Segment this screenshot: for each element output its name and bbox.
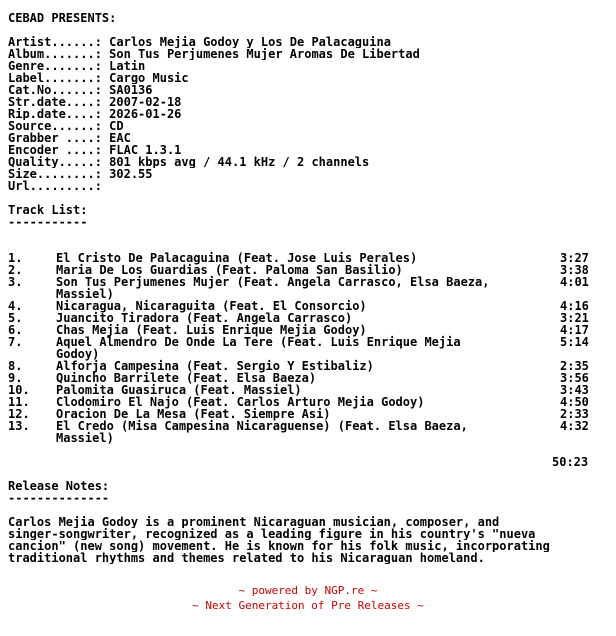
track-number: 9. bbox=[8, 371, 23, 385]
track-title: Son Tus Perjumenes Mujer (Feat. Angela Carrasco, Elsa Baeza, bbox=[56, 275, 490, 289]
track-title: Nicaragua, Nicaraguita (Feat. El Consorcio) bbox=[56, 299, 367, 313]
info-value: Cargo Music bbox=[109, 72, 189, 84]
info-value: 2026-01-26 bbox=[109, 108, 182, 120]
info-row-artist bbox=[8, 36, 612, 48]
total-runtime-row bbox=[8, 456, 612, 468]
track-duration: 3:38 bbox=[560, 263, 589, 277]
track-title-continuation: Massiel) bbox=[56, 431, 114, 445]
track-number: 12. bbox=[8, 407, 30, 421]
footer-tagline: ~ Next Generation of Pre Releases ~ bbox=[192, 599, 424, 612]
track-title: El Credo (Misa Campesina Nicaraguense) (Feat. Elsa Baeza, bbox=[56, 419, 468, 433]
info-key: Rip.date....: bbox=[8, 108, 102, 120]
track-list bbox=[8, 252, 612, 444]
info-key: Str.date....: bbox=[8, 96, 102, 108]
release-notes-body bbox=[8, 516, 612, 564]
info-value: 302.55 bbox=[109, 168, 153, 180]
info-value: 801 kbps avg / 44.1 kHz / 2 channels bbox=[109, 156, 370, 168]
header-title: CEBAD PRESENTS: bbox=[8, 12, 117, 24]
info-key: Encoder ....: bbox=[8, 144, 102, 156]
info-key: Size........: bbox=[8, 168, 102, 180]
track-title: Clodomiro El Najo (Feat. Carlos Arturo Mejia Godoy) bbox=[56, 395, 425, 409]
track-duration: 4:50 bbox=[560, 395, 589, 409]
track-number: 10. bbox=[8, 383, 30, 397]
track-duration: 2:33 bbox=[560, 407, 589, 421]
info-row-catno bbox=[8, 84, 612, 96]
info-key: Album.......: bbox=[8, 48, 102, 60]
track-duration: 4:17 bbox=[560, 323, 589, 337]
info-row-quality bbox=[8, 156, 612, 168]
release-notes-line: cancion" (new song) movement. He is known for his folk music, incorporating bbox=[8, 540, 550, 552]
track-title: El Cristo De Palacaguina (Feat. Jose Luis Perales) bbox=[56, 251, 418, 265]
info-value: 2007-02-18 bbox=[109, 96, 182, 108]
release-notes-line: Carlos Mejia Godoy is a prominent Nicaraguan musician, composer, and bbox=[8, 516, 500, 528]
info-row-grabber bbox=[8, 132, 612, 144]
track-number: 1. bbox=[8, 251, 23, 265]
track-title-continuation: Godoy) bbox=[56, 347, 100, 361]
info-row-label bbox=[8, 72, 612, 84]
info-row-album bbox=[8, 48, 612, 60]
track-duration: 3:21 bbox=[560, 311, 589, 325]
info-row-ripdate bbox=[8, 108, 612, 120]
info-row-genre bbox=[8, 60, 612, 72]
track-duration: 4:01 bbox=[560, 275, 589, 289]
info-value: Latin bbox=[109, 60, 146, 72]
track-list-heading: Track List: bbox=[8, 204, 88, 216]
info-row-encoder bbox=[8, 144, 612, 156]
track-number: 3. bbox=[8, 275, 23, 289]
info-value: FLAC 1.3.1 bbox=[109, 144, 182, 156]
track-duration: 3:27 bbox=[560, 251, 589, 265]
nfo-document bbox=[8, 12, 612, 564]
total-runtime: 50:23 bbox=[552, 455, 589, 469]
track-list-underline: ----------- bbox=[8, 216, 88, 228]
info-value: Son Tus Perjumenes Mujer Aromas De Libertad bbox=[109, 48, 420, 60]
track-duration: 3:43 bbox=[560, 383, 589, 397]
track-number: 7. bbox=[8, 335, 23, 349]
info-key: Url.........: bbox=[8, 180, 102, 192]
track-title: Oracion De La Mesa (Feat. Siempre Asi) bbox=[56, 407, 331, 421]
track-number: 2. bbox=[8, 263, 23, 277]
release-notes-underline: -------------- bbox=[8, 492, 110, 504]
info-key: Label.......: bbox=[8, 72, 102, 84]
release-notes-heading: Release Notes: bbox=[8, 480, 110, 492]
track-title: Quincho Barrilete (Feat. Elsa Baeza) bbox=[56, 371, 317, 385]
info-key: Genre.......: bbox=[8, 60, 102, 72]
info-value: CD bbox=[109, 120, 124, 132]
track-title: Palomita Guasiruca (Feat. Massiel) bbox=[56, 383, 302, 397]
track-duration: 3:56 bbox=[560, 371, 589, 385]
track-title: Aquel Almendro De Onde La Tere (Feat. Luis Enrique Mejia bbox=[56, 335, 461, 349]
info-key: Artist......: bbox=[8, 36, 102, 48]
track-number: 11. bbox=[8, 395, 30, 409]
info-value: SA0136 bbox=[109, 84, 153, 96]
info-key: Source......: bbox=[8, 120, 102, 132]
track-title-continuation: Massiel) bbox=[56, 287, 114, 301]
info-key: Quality.....: bbox=[8, 156, 102, 168]
track-number: 4. bbox=[8, 299, 23, 313]
track-number: 5. bbox=[8, 311, 23, 325]
track-duration: 5:14 bbox=[560, 335, 589, 349]
info-key: Grabber ....: bbox=[8, 132, 102, 144]
info-row-strdate bbox=[8, 96, 612, 108]
track-title: Chas Mejia (Feat. Luis Enrique Mejia Godoy) bbox=[56, 323, 367, 337]
track-title: Alforja Campesina (Feat. Sergio Y Estibaliz) bbox=[56, 359, 374, 373]
track-duration: 2:35 bbox=[560, 359, 589, 373]
info-block bbox=[8, 36, 612, 192]
track-title: Maria De Los Guardias (Feat. Paloma San Basilio) bbox=[56, 263, 403, 277]
info-row-url bbox=[8, 180, 612, 192]
track-row-continuation bbox=[8, 432, 612, 444]
info-row-source bbox=[8, 120, 612, 132]
info-value: EAC bbox=[109, 132, 131, 144]
release-notes-line: traditional rhythms and themes related to his Nicaraguan homeland. bbox=[8, 552, 485, 564]
info-row-size bbox=[8, 168, 612, 180]
track-number: 6. bbox=[8, 323, 23, 337]
track-title: Juancito Tiradora (Feat. Angela Carrasco) bbox=[56, 311, 353, 325]
info-value: Carlos Mejia Godoy y Los De Palacaguina bbox=[109, 36, 391, 48]
footer-powered-by: ~ powered by NGP.re ~ bbox=[238, 584, 378, 597]
release-notes-line: singer-songwriter, recognized as a leading figure in his country's "nueva bbox=[8, 528, 536, 540]
track-number: 8. bbox=[8, 359, 23, 373]
track-duration: 4:16 bbox=[560, 299, 589, 313]
track-duration: 4:32 bbox=[560, 419, 589, 433]
track-number: 13. bbox=[8, 419, 30, 433]
info-key: Cat.No......: bbox=[8, 84, 102, 96]
